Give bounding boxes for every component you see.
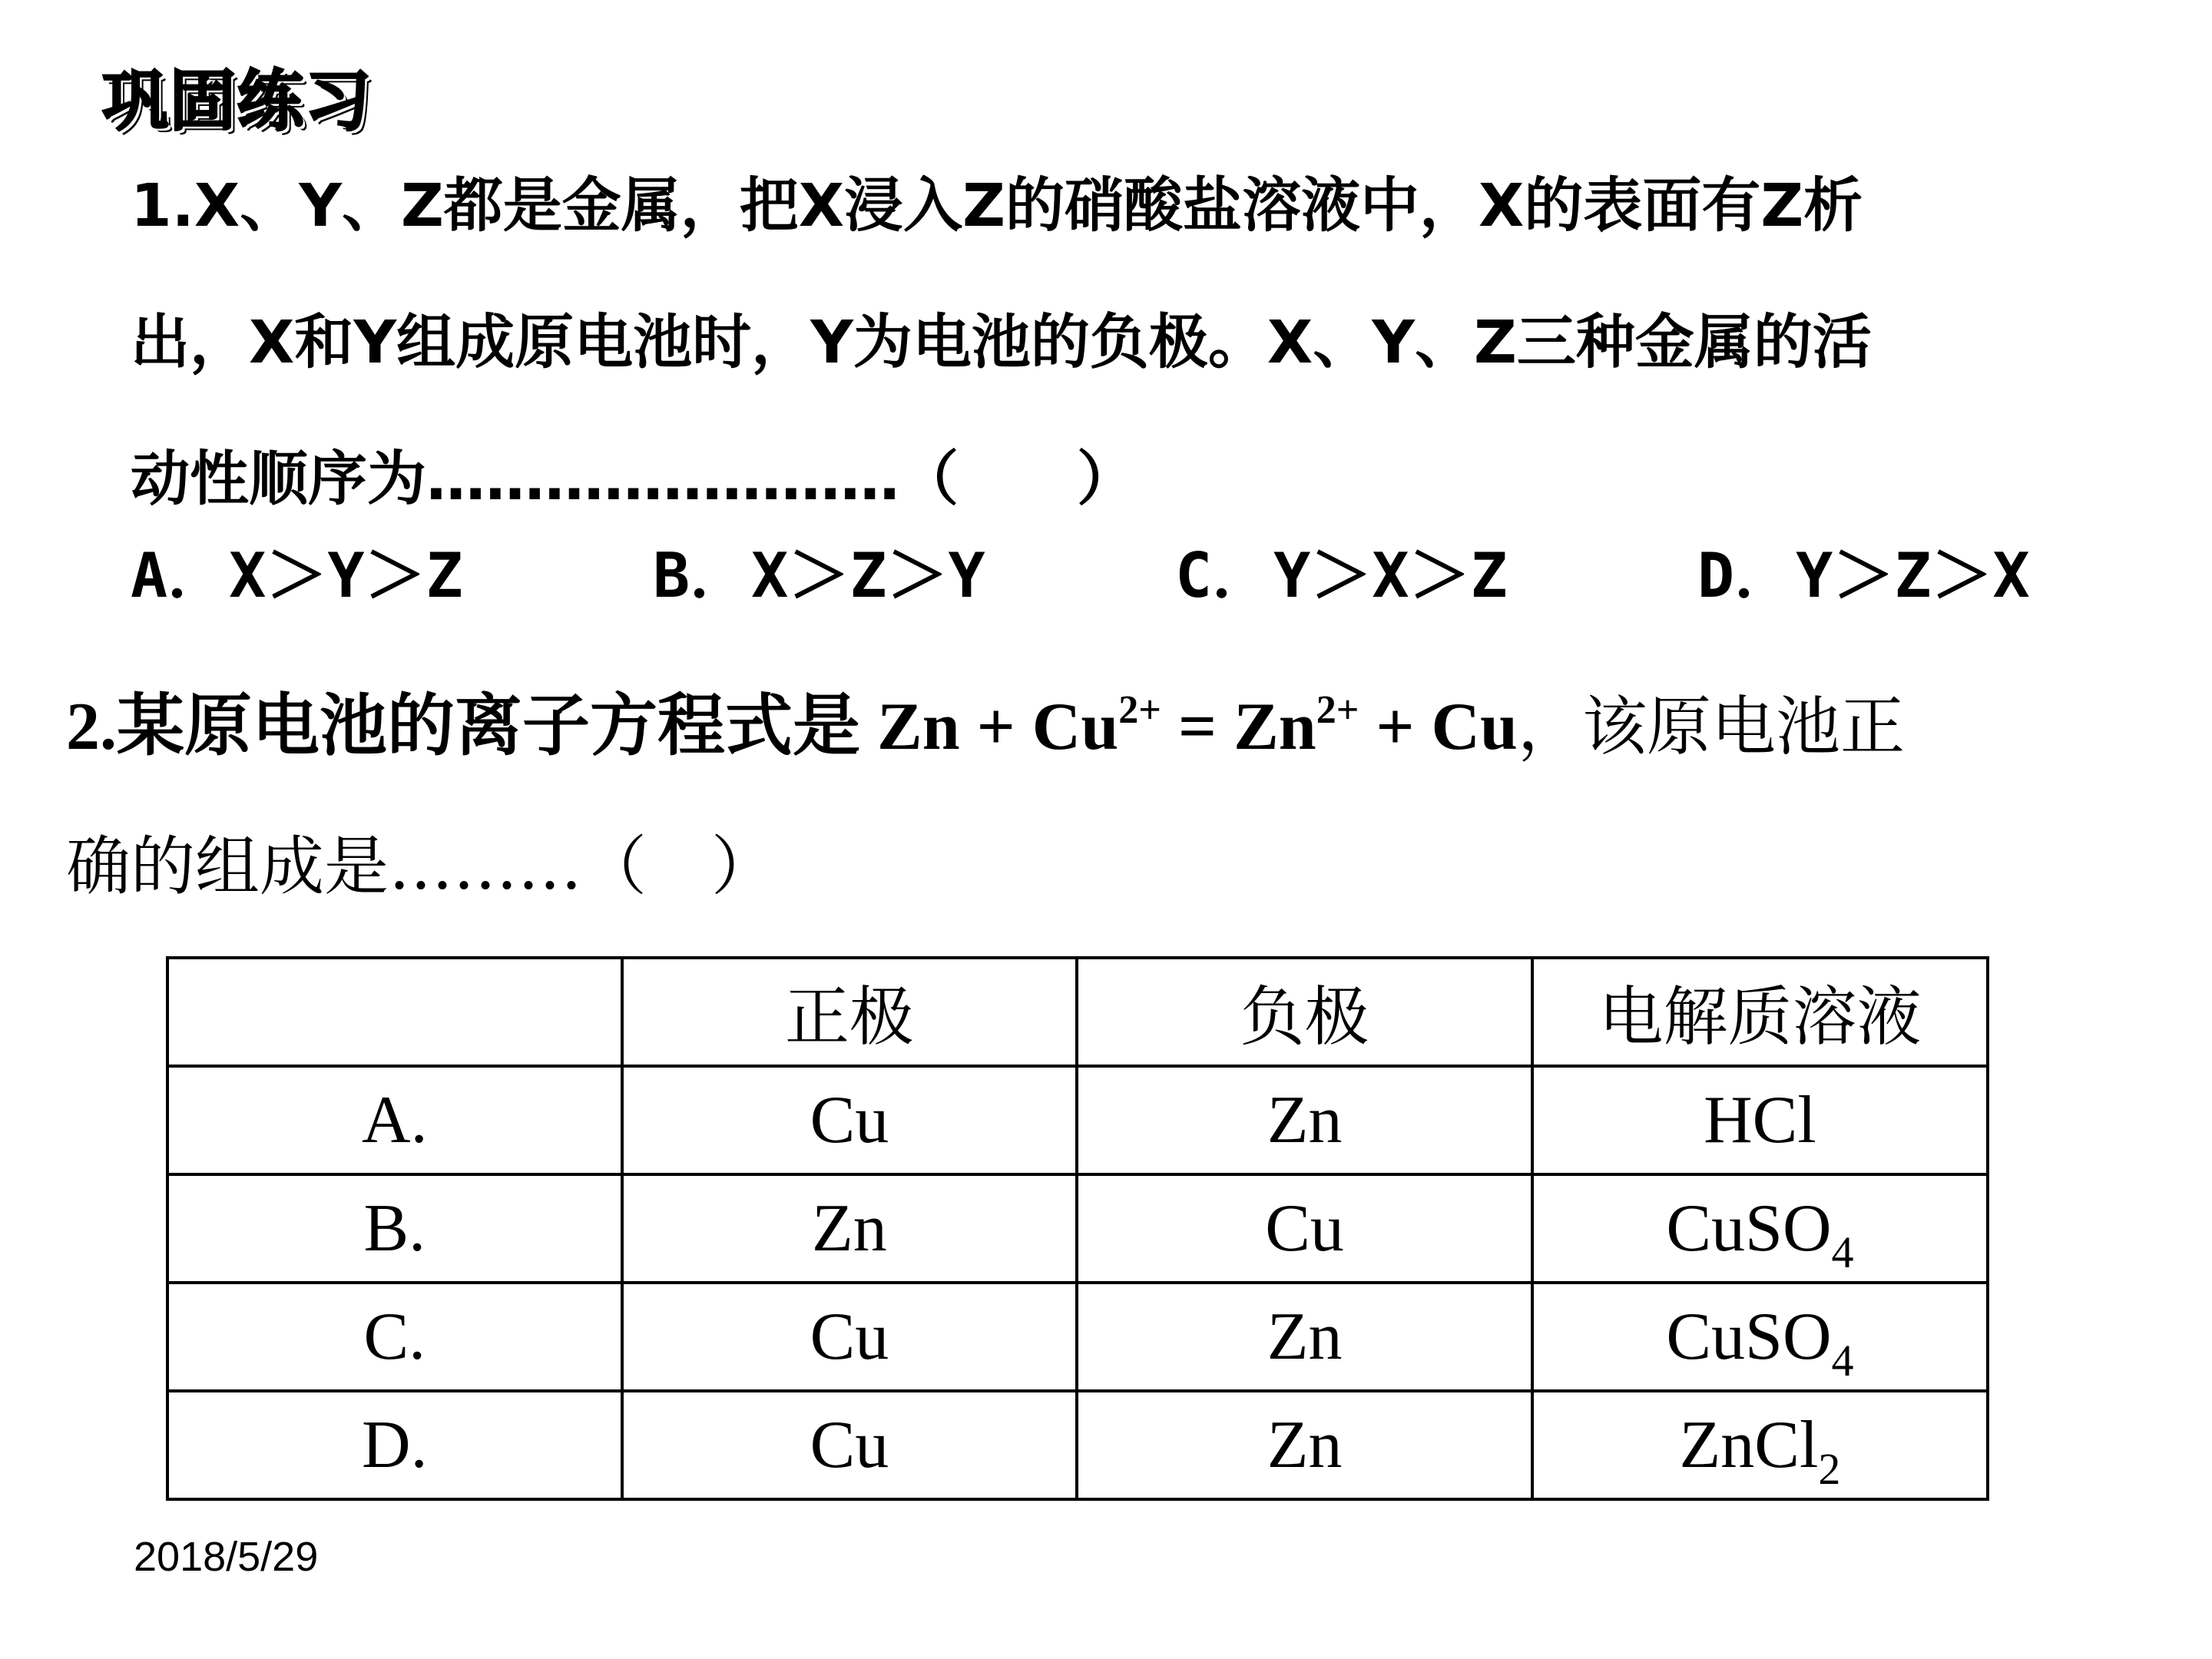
table-header-cell: [167, 958, 622, 1066]
negative-electrode: Cu: [1077, 1174, 1532, 1283]
negative-electrode: Zn: [1077, 1283, 1532, 1391]
question-2-line: 确的组成是………（ ）: [66, 829, 777, 904]
electrolyte: [1532, 1066, 1988, 1174]
electrolyte: [1532, 1283, 1988, 1391]
negative-electrode: Zn: [1077, 1391, 1532, 1499]
table-row: [167, 1283, 1988, 1391]
electrolyte: [1532, 1174, 1988, 1283]
formula-subscript: 2: [1818, 1444, 1841, 1494]
section-heading: 巩固练习: [102, 63, 373, 140]
row-label: C.: [167, 1283, 622, 1391]
question-2-line: [66, 657, 2201, 796]
row-label: B.: [167, 1174, 622, 1283]
negative-electrode: Zn: [1077, 1066, 1532, 1174]
question-1-line: 1.X、Y、Z都是金属，把X浸入Z的硝酸盐溶液中，X的表面有Z析: [131, 172, 1863, 240]
row-label: D.: [167, 1391, 622, 1499]
formula-subscript: 4: [1831, 1227, 1854, 1277]
table-row: [167, 1391, 1988, 1499]
positive-electrode: Cu: [622, 1283, 1078, 1391]
table-header-cell: 电解质溶液: [1532, 958, 1988, 1066]
question-2-prefix: 2.某原电池的离子方程式是: [66, 690, 878, 764]
question-1-line: 出，X和Y组成原电池时，Y为电池的负极。X、Y、Z三种金属的活: [131, 309, 1872, 377]
table-header-cell: 正极: [622, 958, 1078, 1066]
question-2-suffix: ，该原电池正: [1518, 689, 1906, 764]
answer-table: [166, 956, 1989, 1501]
positive-electrode: Cu: [622, 1066, 1078, 1174]
charge-superscript: 2+: [1316, 688, 1359, 732]
table-row: [167, 1066, 1988, 1174]
table-row: [167, 1174, 1988, 1283]
table-header-row: [167, 958, 1988, 1066]
charge-superscript: 2+: [1118, 688, 1161, 732]
equation-part: + Cu: [1359, 690, 1518, 764]
formula-subscript: 4: [1831, 1336, 1854, 1386]
positive-electrode: Cu: [622, 1391, 1078, 1499]
question-1-option-a: A．X＞Y＞Z: [131, 540, 463, 611]
equation-part: = Zn: [1161, 690, 1316, 764]
question-1: [131, 138, 2204, 548]
table-header-cell: 负极: [1077, 958, 1532, 1066]
electrolyte-formula: CuSO: [1666, 1300, 1832, 1374]
electrolyte: [1532, 1391, 1988, 1499]
positive-electrode: Zn: [622, 1174, 1078, 1283]
equation-part: Zn + Cu: [877, 690, 1119, 764]
electrolyte-formula: ZnCl: [1679, 1408, 1819, 1482]
question-1-option-d: D．Y＞Z＞X: [1697, 540, 2030, 611]
slide-date: 2018/5/29: [134, 1534, 319, 1580]
question-1-option-c: C．Y＞X＞Z: [1175, 540, 1508, 611]
question-2: [66, 657, 2201, 936]
row-label: A.: [167, 1066, 622, 1174]
question-1-option-b: B．X＞Z＞Y: [653, 540, 985, 611]
question-1-line: 动性顺序为……………………（ ）: [131, 445, 1136, 514]
electrolyte-formula: HCl: [1704, 1083, 1816, 1157]
electrolyte-formula: CuSO: [1666, 1191, 1832, 1266]
